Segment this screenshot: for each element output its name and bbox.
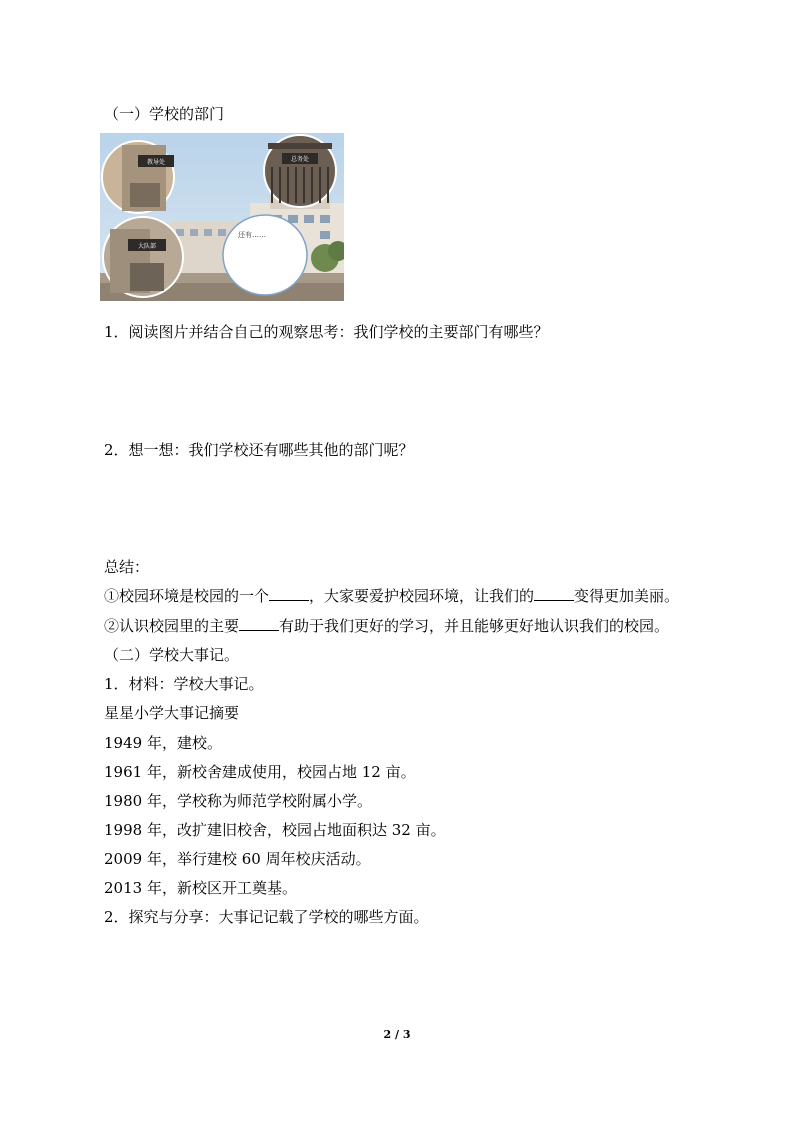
event-item: 1961 年，新校舍建成使用，校园占地 12 亩。 <box>104 763 416 781</box>
material-label: 1．材料：学校大事记。 <box>104 675 264 693</box>
sign-zongwu: 总务处 <box>290 156 310 163</box>
section2-heading: （二）学校大事记。 <box>104 646 240 664</box>
fill-blank-3[interactable] <box>239 616 279 631</box>
bubble-text: 还有…… <box>238 231 266 239</box>
events-title: 星星小学大事记摘要 <box>104 704 240 722</box>
question-1: 1．阅读图片并结合自己的观察思考：我们学校的主要部门有哪些？ <box>104 323 549 341</box>
summary-2-part-b: 有助于我们更好的学习，并且能够更好地认识我们的校园。 <box>279 617 670 635</box>
event-item: 2013 年，新校区开工奠基。 <box>104 879 297 897</box>
summary-1-part-c: 变得更加美丽。 <box>574 587 680 605</box>
summary-label: 总结： <box>104 558 150 576</box>
fill-blank-2[interactable] <box>534 586 574 601</box>
school-photo-collage <box>100 133 344 301</box>
summary-1-part-b: ，大家要爱护校园环境，让我们的 <box>309 587 535 605</box>
sign-jiaodao: 教导处 <box>146 159 166 166</box>
event-item: 2009 年，举行建校 60 周年校庆活动。 <box>104 850 371 868</box>
summary-1 <box>104 586 679 606</box>
school-departments-figure <box>100 133 344 301</box>
section1-heading: （一）学校的部门 <box>104 105 225 123</box>
page-number: 2 / 3 <box>383 1028 411 1041</box>
question-3: 2．探究与分享：大事记记载了学校的哪些方面。 <box>104 908 429 926</box>
event-item: 1980 年，学校称为师范学校附属小学。 <box>104 792 372 810</box>
fill-blank-1[interactable] <box>269 586 309 601</box>
summary-2 <box>104 616 669 636</box>
summary-1-part-a: ①校园环境是校园的一个 <box>104 587 270 605</box>
question-2: 2．想一想：我们学校还有哪些其他的部门呢？ <box>104 441 414 459</box>
event-item: 1949 年，建校。 <box>104 734 222 752</box>
summary-2-part-a: ②认识校园里的主要 <box>104 617 240 635</box>
event-item: 1998 年，改扩建旧校舍，校园占地面积达 32 亩。 <box>104 821 446 839</box>
sign-dadui: 大队部 <box>137 243 157 250</box>
